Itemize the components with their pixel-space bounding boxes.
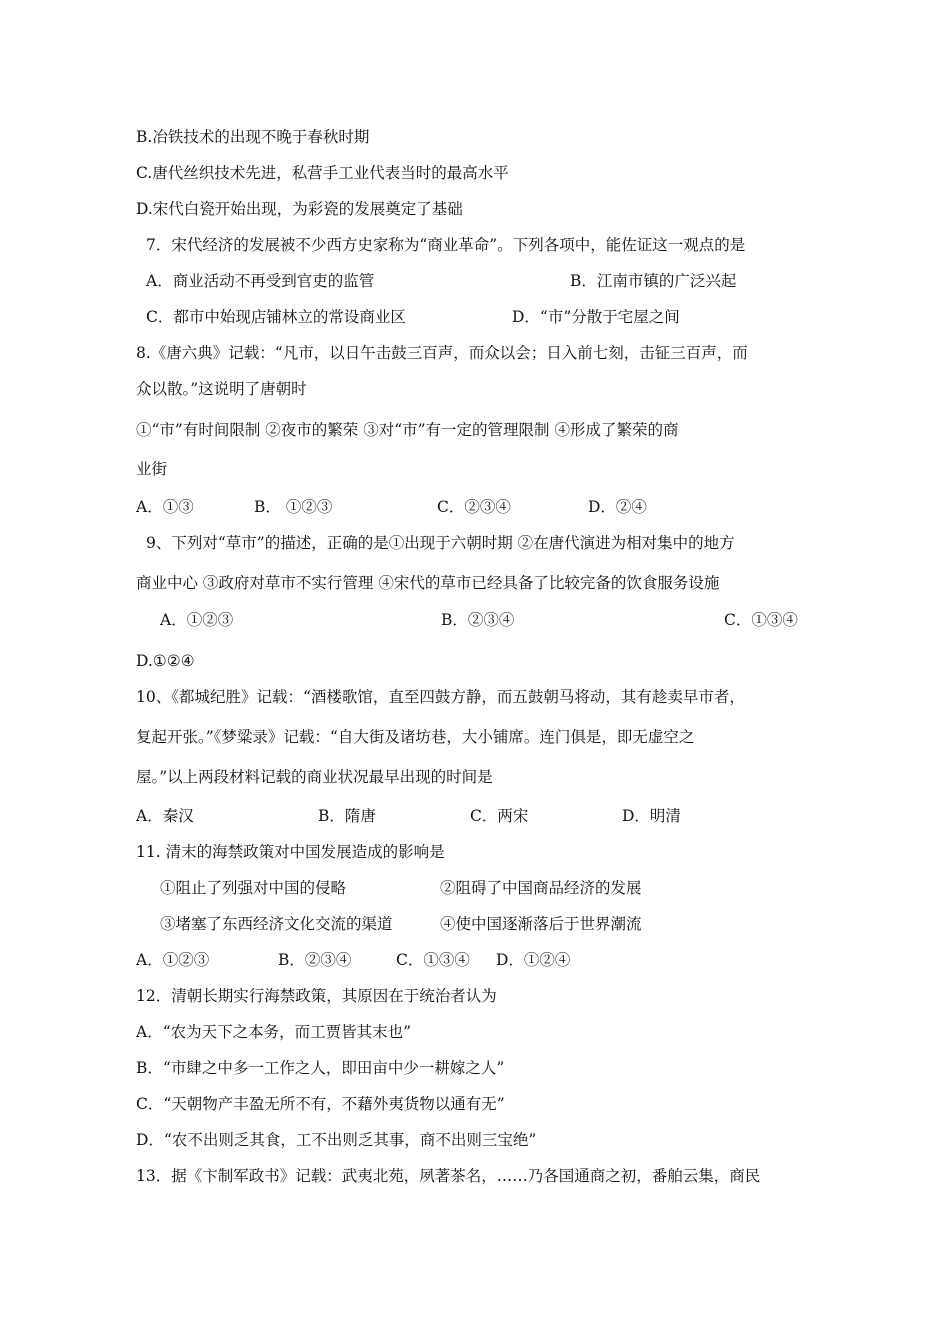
q8-stem-line-2: 众以散。”这说明了唐朝时 bbox=[136, 380, 307, 398]
q12-stem: 12．清朝长期实行海禁政策，其原因在于统治者认为 bbox=[136, 987, 497, 1005]
q7-option-b: B．江南市镇的广泛兴起 bbox=[570, 272, 737, 290]
q10-stem-line-2: 复起开张。”《梦粱录》记载：“自大街及诸坊巷，大小铺席。连门俱是，即无虚空之 bbox=[136, 728, 695, 746]
q8-option-a: A．①③ bbox=[136, 498, 194, 516]
q10-option-c: C．两宋 bbox=[470, 807, 529, 825]
q10-option-b: B．隋唐 bbox=[318, 807, 376, 825]
q7-option-d: D．“市”分散于宅屋之间 bbox=[512, 308, 680, 326]
q11-item-1: ①阻止了列强对中国的侵略 bbox=[160, 879, 347, 897]
q8-items-line-2: 业街 bbox=[136, 460, 168, 478]
q11-stem: 11. 清末的海禁政策对中国发展造成的影响是 bbox=[136, 843, 445, 861]
q10-option-d: D．明清 bbox=[622, 807, 681, 825]
q8-stem-line-1: 8.《唐六典》记载：“凡市，以日午击鼓三百声，而众以会；日入前七刻，击钲三百声，而 bbox=[136, 344, 748, 362]
q7-stem: 7．宋代经济的发展被不少西方史家称为“商业革命”。下列各项中，能佐证这一观点的是 bbox=[146, 236, 746, 254]
q6-option-c: C.唐代丝织技术先进，私营手工业代表当时的最高水平 bbox=[136, 164, 509, 182]
q11-item-2: ②阻碍了中国商品经济的发展 bbox=[440, 879, 642, 897]
q12-option-c: C．“天朝物产丰盈无所不有，不藉外夷货物以通有无” bbox=[136, 1095, 505, 1113]
q11-option-a: A．①②③ bbox=[136, 951, 210, 969]
q7-option-a: A．商业活动不再受到官吏的监管 bbox=[146, 272, 375, 290]
q10-option-a: A．秦汉 bbox=[136, 807, 194, 825]
q11-item-3: ③堵塞了东西经济文化交流的渠道 bbox=[160, 915, 393, 933]
q8-option-d: D．②④ bbox=[588, 498, 647, 516]
q6-option-b: B.冶铁技术的出现不晚于春秋时期 bbox=[136, 128, 370, 146]
q11-option-b: B．②③④ bbox=[278, 951, 352, 969]
q12-option-a: A．“农为天下之本务，而工贾皆其末也” bbox=[136, 1023, 412, 1041]
q9-stem-line-2: 商业中心 ③政府对草市不实行管理 ④宋代的草市已经具备了比较完备的饮食服务设施 bbox=[136, 574, 720, 592]
q8-option-b: B． ①②③ bbox=[254, 498, 333, 516]
q9-option-c: C．①③④ bbox=[724, 611, 798, 629]
q7-option-c: C．都市中始现店铺林立的常设商业区 bbox=[146, 308, 406, 326]
q13-stem: 13．据《卞制军政书》记载：武夷北苑，夙著茶名，……乃各国通商之初，番舶云集，商民 bbox=[136, 1167, 761, 1185]
q8-items-line-1: ①“市”有时间限制 ②夜市的繁荣 ③对“市”有一定的管理限制 ④形成了繁荣的商 bbox=[136, 421, 679, 439]
q8-option-c: C．②③④ bbox=[437, 498, 511, 516]
q12-option-b: B．“市肆之中多一工作之人，即田亩中少一耕嫁之人” bbox=[136, 1059, 505, 1077]
q12-option-d: D．“农不出则乏其食，工不出则乏其事，商不出则三宝绝” bbox=[136, 1131, 537, 1149]
q9-option-d: D.①②④ bbox=[136, 652, 195, 670]
q9-option-b: B．②③④ bbox=[441, 611, 515, 629]
q6-option-d: D.宋代白瓷开始出现，为彩瓷的发展奠定了基础 bbox=[136, 200, 463, 218]
q11-option-c: C．①③④ bbox=[396, 951, 470, 969]
q10-stem-line-1: 10、《都城纪胜》记载：“酒楼歌馆，直至四鼓方静，而五鼓朝马将动，其有趁卖早市者， bbox=[136, 688, 745, 706]
q9-option-a: A．①②③ bbox=[160, 611, 234, 629]
q9-stem-line-1: 9、下列对“草市”的描述，正确的是①出现于六朝时期 ②在唐代演进为相对集中的地方 bbox=[146, 534, 735, 552]
q10-stem-line-3: 屋。”以上两段材料记载的商业状况最早出现的时间是 bbox=[136, 768, 493, 786]
q11-item-4: ④使中国逐渐落后于世界潮流 bbox=[440, 915, 642, 933]
q11-option-d: D．①②④ bbox=[496, 951, 571, 969]
